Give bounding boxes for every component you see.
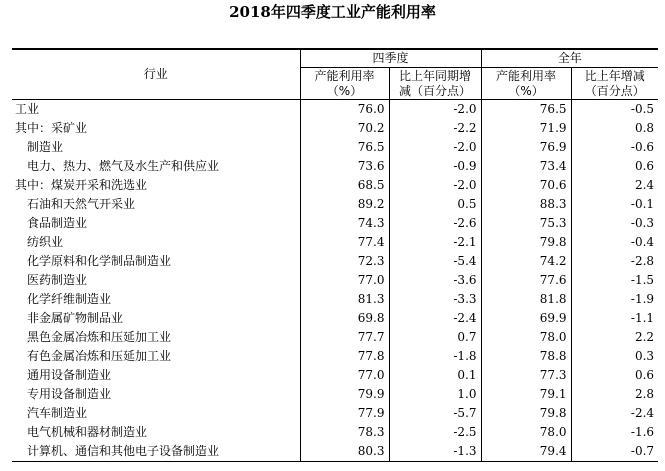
q4-rate-cell: 70.2 bbox=[300, 119, 389, 138]
year-change-cell: -1.1 bbox=[630, 311, 655, 325]
q4-rate-cell: 73.6 bbox=[300, 157, 389, 176]
year-rate-cell: 79.1 bbox=[481, 385, 571, 404]
q4-rate-cell: 77.9 bbox=[300, 404, 389, 423]
year-rate-cell: 79.4 bbox=[481, 442, 571, 462]
year-rate-cell: 81.8 bbox=[481, 290, 571, 309]
q4-change-cell: -2.0 bbox=[389, 138, 481, 157]
q4-rate-cell: 89.2 bbox=[300, 195, 389, 214]
table-row bbox=[12, 385, 658, 404]
year-rate-cell: 77.3 bbox=[481, 366, 571, 385]
q4-change-cell: -2.5 bbox=[389, 423, 481, 442]
industry-name-cell: 专用设备制造业 bbox=[12, 385, 300, 404]
q4-change-cell: -2.2 bbox=[389, 119, 481, 138]
year-rate-cell: 88.3 bbox=[481, 195, 571, 214]
year-rate-cell: 78.8 bbox=[481, 347, 571, 366]
industry-name-cell: 制造业 bbox=[12, 138, 300, 157]
table-row bbox=[12, 271, 658, 290]
industry-name-cell: 其中：采矿业 bbox=[12, 119, 300, 138]
year-change-cell: -0.6 bbox=[630, 140, 655, 154]
year-rate-header-line1: 产能利用率 bbox=[496, 68, 557, 83]
year-rate-cell: 78.0 bbox=[481, 423, 571, 442]
year-rate-header-line2: （%） bbox=[508, 83, 544, 98]
q4-rate-cell: 76.0 bbox=[300, 100, 389, 120]
table-row bbox=[12, 309, 658, 328]
year-rate-cell: 70.6 bbox=[481, 176, 571, 195]
year-rate-cell: 79.8 bbox=[481, 404, 571, 423]
year-rate-cell: 73.4 bbox=[481, 157, 571, 176]
q4-rate-cell: 77.0 bbox=[300, 366, 389, 385]
q4-change-cell: -1.3 bbox=[389, 442, 481, 462]
industry-name-cell: 非金属矿物制品业 bbox=[12, 309, 300, 328]
q4-rate-cell: 77.7 bbox=[300, 328, 389, 347]
q4-change-cell: -2.1 bbox=[389, 233, 481, 252]
q4-change-cell: 0.5 bbox=[389, 195, 481, 214]
industry-name-cell: 化学原料和化学制品制造业 bbox=[12, 252, 300, 271]
year-rate-cell: 71.9 bbox=[481, 119, 571, 138]
industry-name-cell: 电力、热力、燃气及水生产和供应业 bbox=[12, 157, 300, 176]
year-change-cell: 0.6 bbox=[634, 368, 655, 382]
q4-rate-cell: 81.3 bbox=[300, 290, 389, 309]
industry-name-cell: 电气机械和器材制造业 bbox=[12, 423, 300, 442]
q4-change-cell: -3.3 bbox=[389, 290, 481, 309]
table-row bbox=[12, 233, 658, 252]
year-change-cell: -1.6 bbox=[630, 425, 655, 439]
table-row bbox=[12, 442, 658, 462]
year-change-cell: 0.8 bbox=[634, 121, 655, 135]
q4-rate-cell: 79.9 bbox=[300, 385, 389, 404]
year-change-cell: 0.3 bbox=[634, 349, 655, 363]
year-change-cell: -0.5 bbox=[630, 102, 655, 116]
year-change-header-line2: （百分点） bbox=[584, 83, 645, 98]
q4-change-cell: -2.0 bbox=[389, 100, 481, 120]
year-change-cell: 0.6 bbox=[634, 159, 655, 173]
year-rate-cell: 76.9 bbox=[481, 138, 571, 157]
q4-rate-header-line1: 产能利用率 bbox=[314, 68, 375, 83]
q4-change-header-line1: 比上年同期增 bbox=[399, 68, 472, 83]
industry-name-cell: 其中：煤炭开采和洗选业 bbox=[12, 176, 300, 195]
q4-rate-cell: 80.3 bbox=[300, 442, 389, 462]
table-row bbox=[12, 347, 658, 366]
year-rate-cell: 75.3 bbox=[481, 214, 571, 233]
year-change-header bbox=[571, 68, 658, 100]
table-row bbox=[12, 328, 658, 347]
q4-change-header-line2: 减（百分点） bbox=[399, 83, 472, 98]
year-change-cell: 2.2 bbox=[634, 330, 655, 344]
table-row bbox=[12, 366, 658, 385]
industry-name-cell: 医药制造业 bbox=[12, 271, 300, 290]
q4-rate-cell: 77.4 bbox=[300, 233, 389, 252]
table-row bbox=[12, 100, 658, 120]
q4-rate-cell: 76.5 bbox=[300, 138, 389, 157]
year-change-cell: -0.7 bbox=[571, 442, 658, 462]
industry-name-cell: 计算机、通信和其他电子设备制造业 bbox=[12, 442, 300, 462]
year-rate-cell: 79.8 bbox=[481, 233, 571, 252]
year-change-cell: -0.1 bbox=[630, 197, 655, 211]
table-row bbox=[12, 176, 658, 195]
table-row bbox=[12, 195, 658, 214]
industry-header: 行业 bbox=[12, 49, 300, 100]
table-row bbox=[12, 214, 658, 233]
q4-rate-header bbox=[300, 68, 389, 100]
table-row bbox=[12, 404, 658, 423]
year-change-cell: -0.3 bbox=[630, 216, 655, 230]
year-change-cell: -1.5 bbox=[630, 273, 655, 287]
year-change-cell: -2.8 bbox=[630, 254, 655, 268]
year-rate-cell: 77.6 bbox=[481, 271, 571, 290]
industry-name-cell: 有色金属冶炼和压延加工业 bbox=[12, 347, 300, 366]
table-row bbox=[12, 423, 658, 442]
q4-change-cell: 0.1 bbox=[389, 366, 481, 385]
industry-name-cell: 通用设备制造业 bbox=[12, 366, 300, 385]
year-rate-cell: 69.9 bbox=[481, 309, 571, 328]
q4-change-cell: -3.6 bbox=[389, 271, 481, 290]
year-change-cell: 2.4 bbox=[634, 178, 655, 192]
year-change-cell: -0.4 bbox=[630, 235, 655, 249]
industry-name-cell: 汽车制造业 bbox=[12, 404, 300, 423]
industry-name-cell: 纺织业 bbox=[12, 233, 300, 252]
year-rate-header bbox=[481, 68, 571, 100]
year-rate-cell: 76.5 bbox=[481, 100, 571, 120]
q4-change-cell: -2.6 bbox=[389, 214, 481, 233]
year-change-header-line1: 比上年增减 bbox=[584, 68, 645, 83]
year-change-cell: -1.9 bbox=[630, 292, 655, 306]
year-rate-cell: 74.2 bbox=[481, 252, 571, 271]
page-title: 2018年四季度工业产能利用率 bbox=[229, 3, 436, 21]
q4-rate-cell: 69.8 bbox=[300, 309, 389, 328]
q4-rate-cell: 72.3 bbox=[300, 252, 389, 271]
industry-name-cell: 化学纤维制造业 bbox=[12, 290, 300, 309]
q4-change-cell: -5.4 bbox=[389, 252, 481, 271]
q4-change-cell: -5.7 bbox=[389, 404, 481, 423]
q4-rate-cell: 77.0 bbox=[300, 271, 389, 290]
q4-change-cell: 1.0 bbox=[389, 385, 481, 404]
industry-name-cell: 工业 bbox=[12, 100, 300, 120]
q4-change-cell: -2.0 bbox=[389, 176, 481, 195]
full-year-header: 全年 bbox=[481, 49, 658, 68]
table-row bbox=[12, 290, 658, 309]
capacity-utilization-table bbox=[12, 48, 658, 462]
industry-name-cell: 石油和天然气开采业 bbox=[12, 195, 300, 214]
q4-change-cell: 0.7 bbox=[389, 328, 481, 347]
q4-change-cell: -2.4 bbox=[389, 309, 481, 328]
q4-rate-cell: 78.3 bbox=[300, 423, 389, 442]
q4-change-header bbox=[389, 68, 481, 100]
q4-rate-header-line2: （%） bbox=[326, 83, 363, 98]
industry-name-cell: 黑色金属冶炼和压延加工业 bbox=[12, 328, 300, 347]
q4-change-cell: -0.9 bbox=[389, 157, 481, 176]
table-row bbox=[12, 138, 658, 157]
industry-name-cell: 食品制造业 bbox=[12, 214, 300, 233]
q4-rate-cell: 68.5 bbox=[300, 176, 389, 195]
q4-header: 四季度 bbox=[300, 49, 481, 68]
q4-change-cell: -1.8 bbox=[389, 347, 481, 366]
year-change-cell: -2.4 bbox=[630, 406, 655, 420]
q4-rate-cell: 74.3 bbox=[300, 214, 389, 233]
q4-rate-cell: 77.8 bbox=[300, 347, 389, 366]
table-row bbox=[12, 252, 658, 271]
year-change-cell: 2.8 bbox=[634, 387, 655, 401]
table-row bbox=[12, 157, 658, 176]
year-rate-cell: 78.0 bbox=[481, 328, 571, 347]
table-row bbox=[12, 119, 658, 138]
